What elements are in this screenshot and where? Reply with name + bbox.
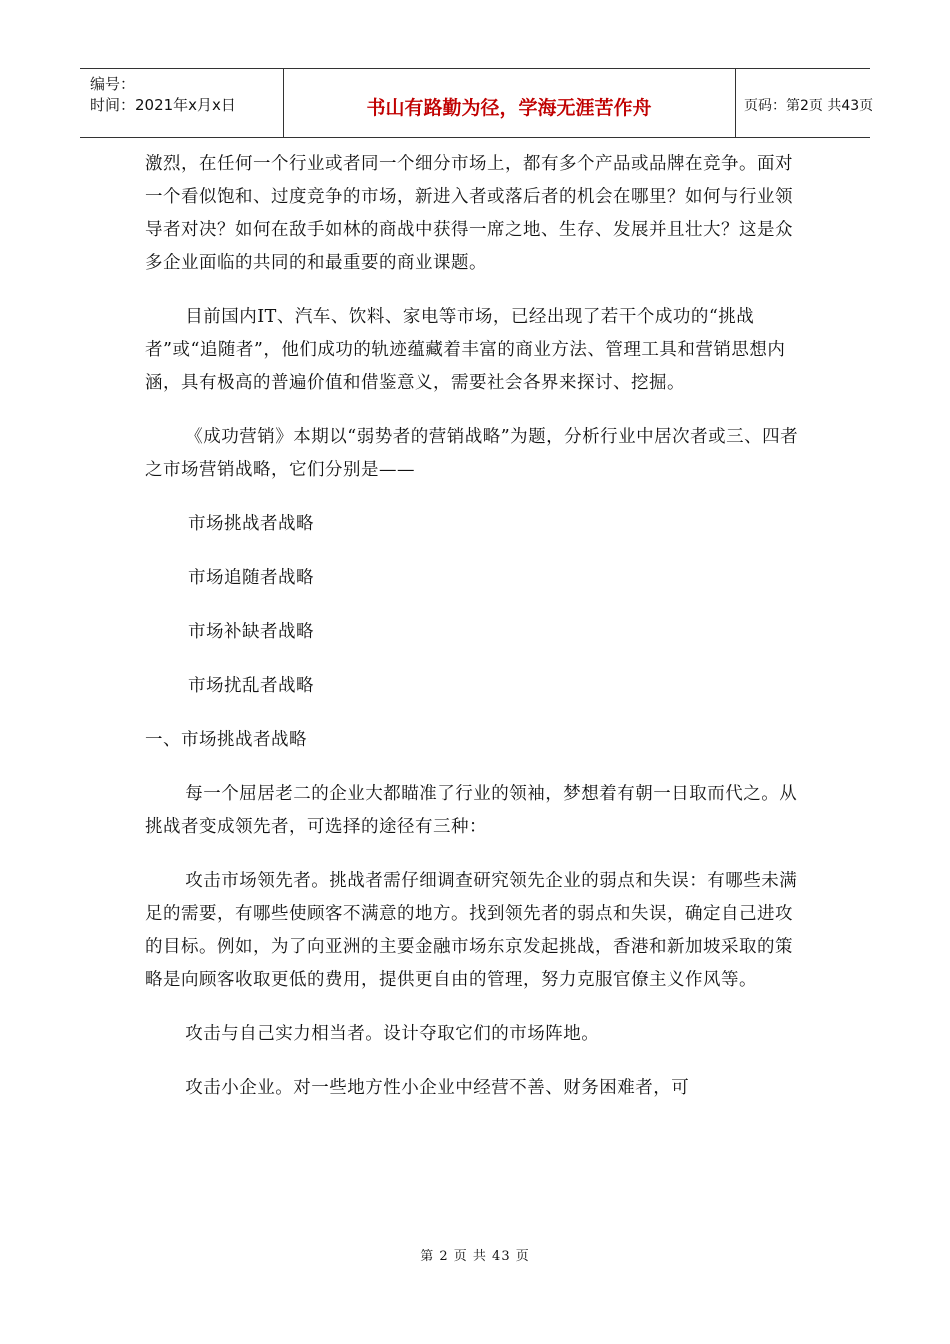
header-page-cell — [735, 69, 874, 137]
header-motto: 书山有路勤为径，学海无涯苦作舟 — [366, 97, 652, 119]
page-footer: 第 2 页 共 43 页 — [420, 1249, 530, 1264]
list-item-strategy: 市场扰乱者战略 — [188, 676, 314, 696]
header-meta-cell — [80, 69, 284, 137]
paragraph-attack-leader: 攻击市场领先者。挑战者需仔细调查研究领先企业的弱点和失误：有哪些未满足的需要，有哪些使顾客不满意的地方。找到领先者的弱点和失误，确定自己进攻的目标。例如，为了向亚洲的主要金融市场东京发起挑战，香港和新加坡采取的策略是向顾客收取更低的费用，提供更自由的管理，努力克服官僚主义作风等。 — [145, 871, 798, 990]
list-item-strategy: 市场追随者战略 — [188, 568, 314, 588]
header-motto-cell — [283, 69, 736, 137]
section-heading: 一、市场挑战者战略 — [145, 730, 307, 750]
paragraph-challenger-intro: 每一个屈居老二的企业大都瞄准了行业的领袖，梦想着有朝一日取而代之。从挑战者变成领先者，可选择的途径有三种： — [145, 784, 798, 837]
paragraph-attack-peers: 攻击与自己实力相当者。设计夺取它们的市场阵地。 — [185, 1024, 600, 1044]
document-body — [145, 148, 810, 1105]
paragraph-issue-intro: 《成功营销》本期以“弱势者的营销战略”为题，分析行业中居次者或三、四者之市场营销战略，它们分别是—— — [145, 427, 799, 480]
document-number-label: 编号： — [90, 75, 136, 93]
list-item-strategy: 市场挑战者战略 — [188, 514, 314, 534]
paragraph-continuation: 激烈，在任何一个行业或者同一个细分市场上，都有多个产品或品牌在竞争。面对一个看似饱和、过度竞争的市场，新进入者或落后者的机会在哪里？如何与行业领导者对决？如何在敌手如林的商战中获得一席之地、生存、发展并且壮大？这是众多企业面临的共同的和最重要的商业课题。 — [145, 154, 793, 273]
header-page-info: 页码：第2页 共43页 — [744, 98, 874, 114]
document-time-label: 时间：2021年x月x日 — [90, 96, 236, 114]
paragraph-market-examples: 目前国内IT、汽车、饮料、家电等市场，已经出现了若干个成功的“挑战者”或“追随者”，他们成功的轨迹蕴藏着丰富的商业方法、管理工具和营销思想内涵，具有极高的普遍价值和借鉴意义，需要社会各界来探讨、挖掘。 — [145, 307, 786, 393]
paragraph-attack-small: 攻击小企业。对一些地方性小企业中经营不善、财务困难者，可 — [185, 1078, 690, 1098]
header-table — [80, 68, 874, 138]
list-item-strategy: 市场补缺者战略 — [188, 622, 314, 642]
